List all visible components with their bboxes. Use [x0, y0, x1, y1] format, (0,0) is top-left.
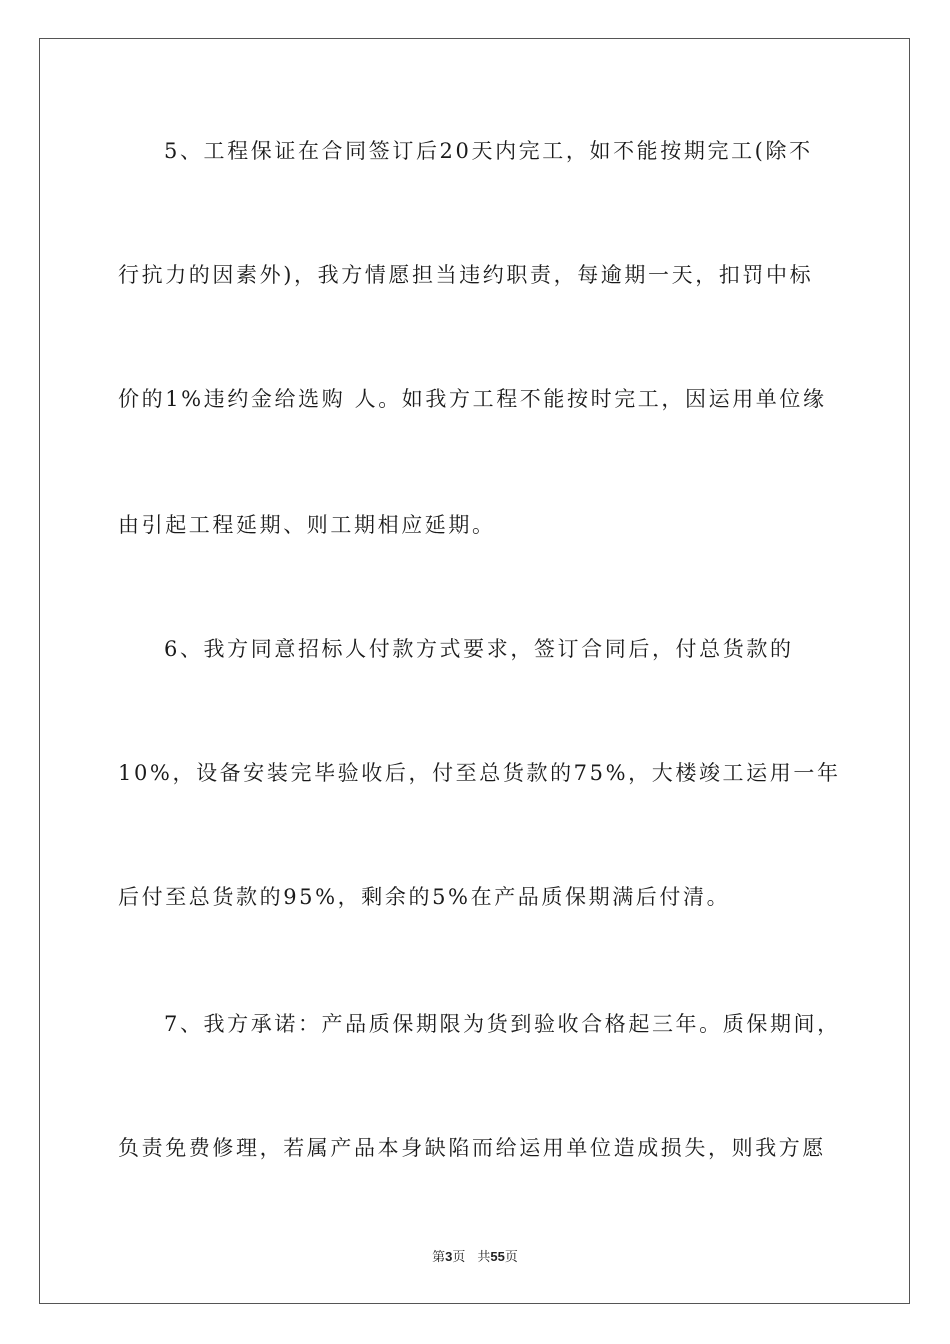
- paragraph-5-line-2: 行抗力的因素外)，我方情愿担当违约职责，每逾期一天，扣罚中标: [118, 263, 814, 287]
- paragraph-7-line-2: 负责免费修理，若属产品本身缺陷而给运用单位造成损失，则我方愿: [118, 1136, 826, 1160]
- paragraph-6-line-3: 后付至总货款的95%，剩余的5%在产品质保期满后付清。: [118, 885, 731, 909]
- paragraph-5-line-3: 价的1%违约金给选购 人。如我方工程不能按时完工，因运用单位缘: [118, 387, 827, 411]
- footer-total-suffix: 页: [504, 1250, 518, 1265]
- paragraph-5-line-1: 5、工程保证在合同签订后20天内完工，如不能按期完工(除不: [164, 139, 813, 163]
- paragraph-6-line-2: 10%，设备安装完毕验收后，付至总货款的75%，大楼竣工运用一年: [118, 761, 841, 785]
- footer-total-prefix: 共: [477, 1250, 491, 1265]
- footer-page-prefix: 第: [432, 1250, 446, 1265]
- footer-page-number: 3: [445, 1249, 453, 1264]
- page-footer: [0, 1248, 950, 1267]
- paragraph-6-line-1: 6、我方同意招标人付款方式要求，签订合同后，付总货款的: [164, 637, 794, 661]
- paragraph-7-line-1: 7、我方承诺：产品质保期限为货到验收合格起三年。质保期间，: [164, 1012, 841, 1036]
- paragraph-5-line-4: 由引起工程延期、则工期相应延期。: [118, 513, 496, 537]
- footer-total-pages: 55: [490, 1249, 505, 1264]
- footer-page-suffix: 页: [452, 1250, 466, 1265]
- page-border: [39, 38, 910, 1304]
